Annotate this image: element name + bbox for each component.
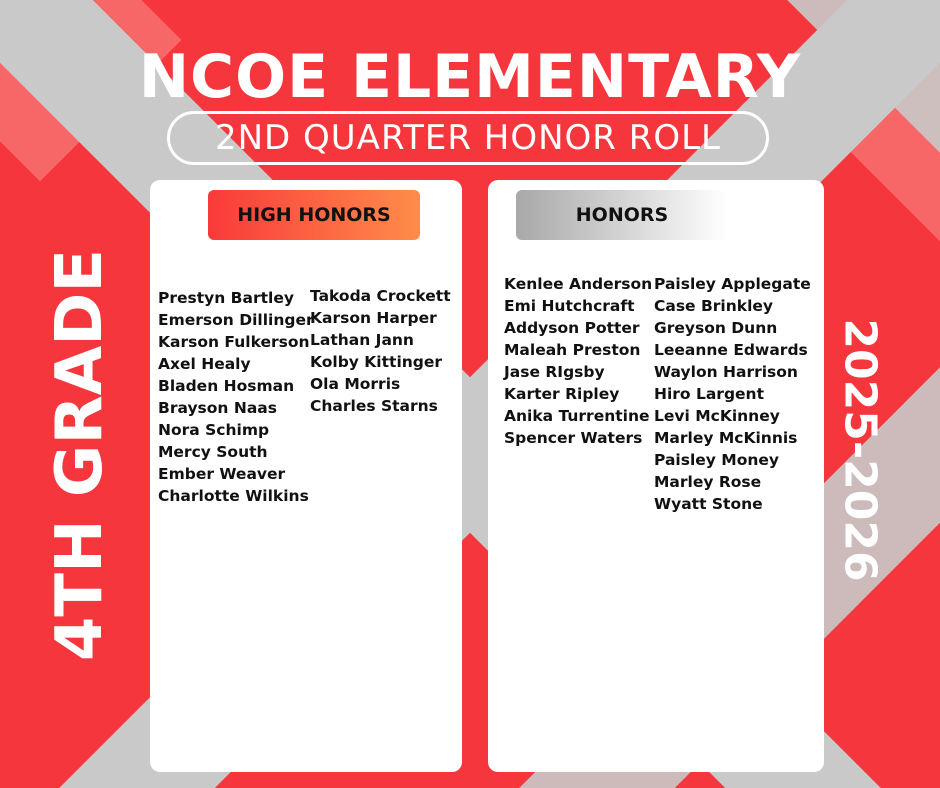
list-item: Spencer Waters	[504, 429, 643, 447]
honors-list-2	[654, 273, 811, 515]
grade-label: 4TH GRADE	[43, 248, 117, 662]
list-item: Leeanne Edwards	[654, 341, 808, 359]
list-item: Axel Healy	[158, 355, 251, 373]
list-item: Paisley Money	[654, 451, 779, 469]
list-item: Kenlee Anderson	[504, 275, 653, 293]
high-honors-tag	[208, 190, 420, 240]
page-title: NCOE ELEMENTARY	[138, 42, 802, 112]
honors-card	[488, 180, 824, 772]
list-item: Brayson Naas	[158, 399, 277, 417]
list-item: Nora Schimp	[158, 421, 270, 439]
list-item: Wyatt Stone	[654, 495, 763, 513]
list-item: Ola Morris	[310, 375, 401, 393]
list-item: Takoda Crockett	[310, 287, 451, 305]
high-honors-list-1	[158, 287, 314, 507]
subtitle-text: 2ND QUARTER HONOR ROLL	[214, 118, 722, 158]
list-item: Addyson Potter	[504, 319, 640, 337]
list-item: Levi McKinney	[654, 407, 780, 425]
list-item: Kolby Kittinger	[310, 353, 443, 371]
list-item: Jase RIgsby	[504, 363, 605, 381]
list-item: Karson Fulkerson	[158, 333, 310, 351]
list-item: Prestyn Bartley	[158, 289, 294, 307]
list-item: Bladen Hosman	[158, 377, 295, 395]
honors-list-1	[504, 273, 652, 449]
honors-tag	[516, 190, 728, 240]
list-item: Emerson Dillinger	[158, 311, 314, 329]
list-item: Charlotte Wilkins	[158, 487, 309, 505]
list-item: Ember Weaver	[158, 465, 286, 483]
list-item: Waylon Harrison	[654, 363, 798, 381]
list-item: Emi Hutchcraft	[504, 297, 635, 315]
high-honors-label: HIGH HONORS	[237, 204, 391, 226]
list-item: Greyson Dunn	[654, 319, 778, 337]
list-item: Charles Starns	[310, 397, 438, 415]
list-item: Mercy South	[158, 443, 268, 461]
list-item: Case Brinkley	[654, 297, 774, 315]
list-item: Maleah Preston	[504, 341, 641, 359]
high-honors-card	[150, 180, 462, 772]
year-label: 2025-2026	[834, 318, 886, 582]
list-item: Anika Turrentine	[504, 407, 650, 425]
list-item: Hiro Largent	[654, 385, 765, 403]
high-honors-list-2	[310, 285, 451, 417]
list-item: Marley Rose	[654, 473, 762, 491]
list-item: Karter Ripley	[504, 385, 620, 403]
list-item: Karson Harper	[310, 309, 437, 327]
list-item: Lathan Jann	[310, 331, 414, 349]
subtitle-pill	[167, 111, 769, 165]
list-item: Marley McKinnis	[654, 429, 798, 447]
honors-label: HONORS	[575, 204, 669, 226]
list-item: Paisley Applegate	[654, 275, 811, 293]
